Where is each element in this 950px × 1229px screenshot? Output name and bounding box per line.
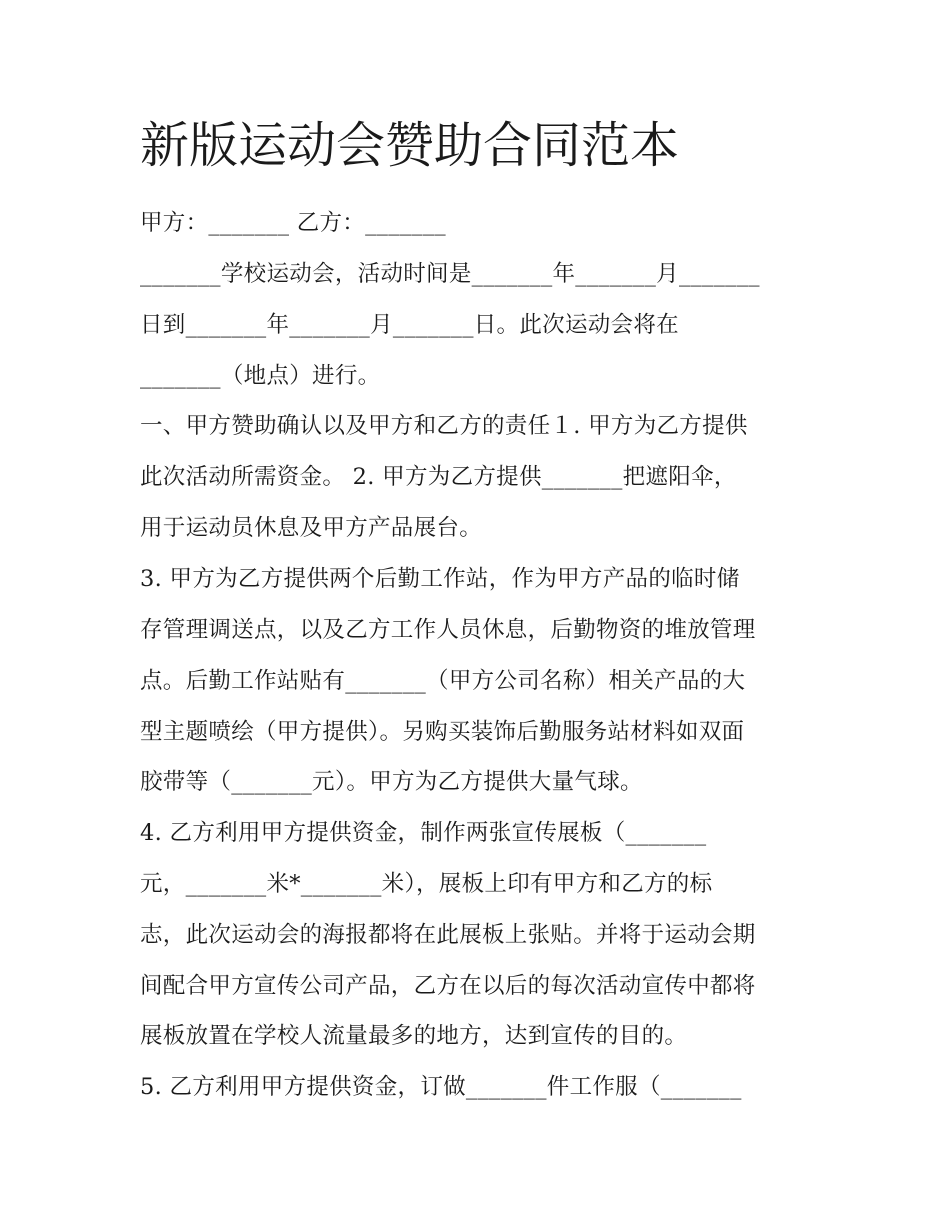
body-line: 展板放置在学校人流量最多的地方，达到宣传的目的。: [140, 1023, 688, 1049]
body-line: _______（地点）进行。: [140, 363, 381, 389]
body-line: _______学校运动会，活动时间是_______年_______月_______: [140, 261, 760, 287]
body-line: 此次活动所需资金。 2. 甲方为乙方提供_______把遮阳伞，: [140, 464, 737, 490]
party-line: 甲方：_______ 乙方：_______: [140, 210, 446, 236]
body-line: 用于运动员休息及甲方产品展台。: [140, 515, 483, 541]
body-line: 日到_______年_______月_______日。此次运动会将在: [140, 312, 679, 338]
body-line: 间配合甲方宣传公司产品，乙方在以后的每次活动宣传中都将: [140, 973, 756, 999]
body-line: 志，此次运动会的海报都将在此展板上张贴。并将于运动会期: [140, 922, 756, 948]
body-line: 存管理调送点，以及乙方工作人员休息，后勤物资的堆放管理: [140, 617, 756, 643]
body-line: 一、甲方赞助确认以及甲方和乙方的责任１. 甲方为乙方提供: [140, 413, 748, 439]
body-line: 型主题喷绘（甲方提供）。另购买装饰后勤服务站材料如双面: [140, 719, 745, 745]
body-line: 胶带等（_______元）。甲方为乙方提供大量气球。: [140, 769, 643, 795]
body-line: 点。后勤工作站贴有_______（甲方公司名称）相关产品的大: [140, 668, 746, 694]
body-line: 元，_______米*_______米），展板上印有甲方和乙方的标: [140, 871, 713, 897]
body-line: 5. 乙方利用甲方提供资金，订做_______件工作服（_______: [140, 1074, 742, 1100]
body-line: 4. 乙方利用甲方提供资金，制作两张宣传展板（_______: [140, 820, 707, 846]
document-title: 新版运动会赞助合同范本: [140, 117, 680, 174]
body-line: 3. 甲方为乙方提供两个后勤工作站，作为甲方产品的临时储: [140, 566, 740, 592]
